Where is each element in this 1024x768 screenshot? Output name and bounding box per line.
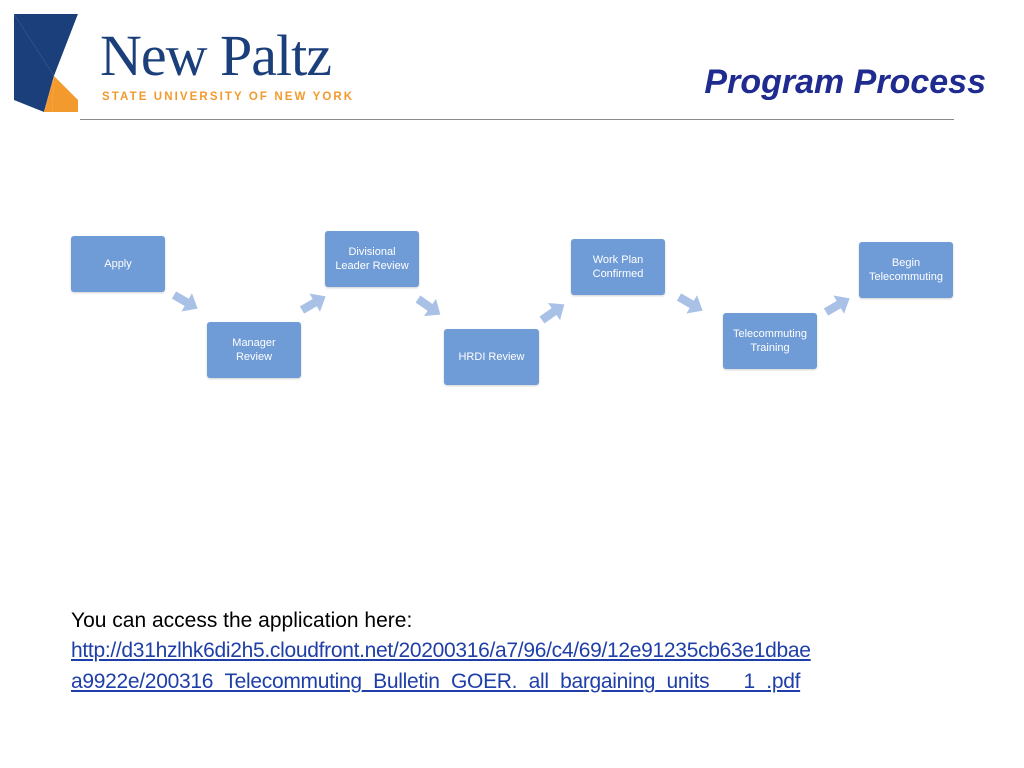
application-link-line-2[interactable]: a9922e/200316_Telecommuting_Bulletin_GOER._all_bargaining_units___1_.pdf	[71, 670, 801, 693]
application-link-line-1[interactable]: http://d31hzlhk6di2h5.cloudfront.net/20200316/a7/96/c4/69/12e91235cb63e1dbae	[71, 639, 811, 662]
arrow-workplan-to-training-icon	[674, 288, 708, 320]
arrow-manager-to-divisional-icon	[297, 287, 331, 319]
logo-tagline: STATE UNIVERSITY OF NEW YORK	[102, 91, 355, 103]
step-manager-review-label: Manager Review	[232, 337, 276, 363]
step-manager-review	[207, 322, 301, 378]
step-hrdi-review-label: HRDI Review	[458, 351, 525, 363]
new-paltz-logo-icon	[14, 14, 80, 112]
step-apply-label: Apply	[104, 258, 132, 270]
step-divisional-leader-review-label: Divisional Leader Review	[335, 246, 409, 272]
step-begin-telecommuting	[859, 242, 953, 298]
step-divisional-leader-review	[325, 231, 419, 287]
arrow-apply-to-manager-icon	[169, 286, 203, 318]
step-work-plan-confirmed-label: Work Plan Confirmed	[592, 254, 644, 280]
step-hrdi-review	[444, 329, 539, 385]
slide-title: Program Process	[704, 63, 986, 101]
arrow-divisional-to-hrdi-icon	[412, 290, 446, 323]
access-intro-text: You can access the application here:	[71, 609, 413, 632]
step-work-plan-confirmed	[571, 239, 665, 295]
arrow-training-to-begin-icon	[821, 289, 855, 321]
step-telecommuting-training	[723, 313, 817, 369]
arrow-hrdi-to-workplan-icon	[536, 296, 570, 329]
step-begin-telecommuting-label: Begin Telecommuting	[869, 257, 943, 283]
logo-wordmark: New Paltz	[100, 23, 331, 88]
title-divider	[80, 119, 954, 120]
step-telecommuting-training-label: Telecommuting Training	[733, 328, 807, 354]
step-apply	[71, 236, 165, 292]
